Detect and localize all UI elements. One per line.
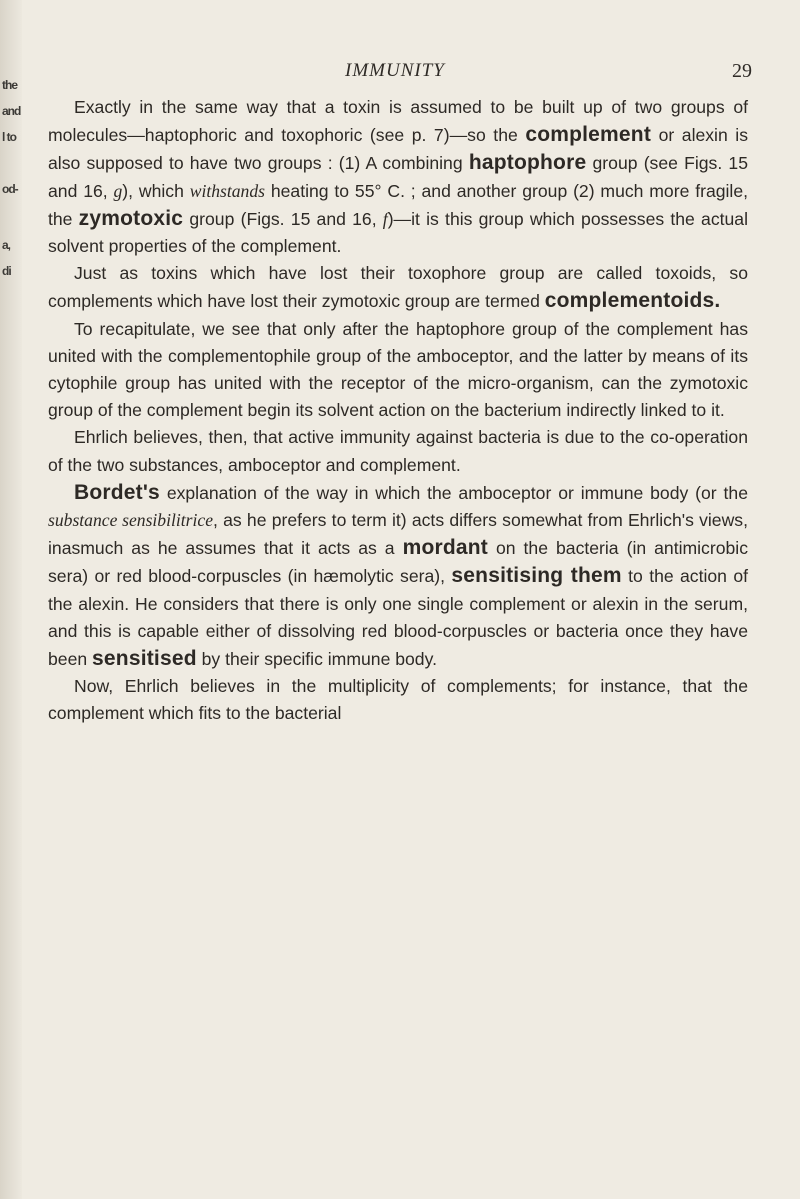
gutter-fragment: and	[2, 104, 21, 118]
text-run: heating to 55° C. ; and another group (2) much more fragile, the	[48, 180, 749, 229]
italic-text: g	[113, 180, 123, 201]
text-run: Exactly in the same way that a toxin is assumed to be built up of two groups of molecules—haptophoric and toxophoric (see p. 7)—so the	[48, 97, 748, 146]
facing-page-gutter	[0, 0, 22, 1199]
paragraph	[48, 316, 748, 425]
emphasized-term: complement	[525, 123, 652, 147]
gutter-fragment: a,	[2, 238, 11, 252]
emphasized-term: haptophore	[468, 151, 587, 175]
paragraph	[48, 424, 748, 478]
emphasized-term: mordant	[402, 536, 488, 560]
paragraph	[48, 94, 748, 260]
paragraph	[48, 260, 748, 315]
emphasized-term: sensitised	[92, 647, 197, 671]
text-run: by their specific immune body.	[196, 649, 437, 670]
text-run: or alexin is also supposed to have two groups : (1) A combining	[48, 125, 749, 174]
body-text	[48, 94, 748, 728]
text-run: )—it is this group which possesses the actual solvent properties of the complement.	[48, 208, 748, 257]
emphasized-term: complementoids.	[544, 289, 721, 313]
italic-text: withstands	[189, 180, 265, 201]
text-run: Now, Ehrlich believes in the multiplicity of complements; for instance, that the complement which fits to the bacterial	[48, 676, 748, 724]
gutter-fragment: l to	[2, 130, 16, 144]
gutter-fragment: the	[2, 78, 17, 92]
text-run: Ehrlich believes, then, that active immunity against bacteria is due to the co-operation of the two substances, amboceptor and complement.	[48, 427, 748, 475]
emphasized-term: Bordet's	[74, 480, 160, 504]
running-title: IMMUNITY	[345, 60, 445, 81]
running-head	[0, 60, 800, 90]
italic-text: f	[382, 208, 388, 229]
text-run: on the bacteria (in antimicrobic sera) or red blood-corpuscles (in hæmolytic sera),	[48, 538, 748, 587]
text-run: explanation of the way in which the amboceptor or immune body (or the	[159, 482, 748, 503]
text-run: to the action of the alexin. He considers that there is only one single complement or alexin in the serum, and this is capable either of dissolving red blood-corpuscles or bacteria once they have been	[48, 566, 749, 670]
italic-text: substance sensibilitrice	[48, 510, 214, 531]
emphasized-term: sensitising them	[451, 564, 622, 588]
paragraph	[48, 479, 748, 673]
gutter-fragment: od-	[2, 182, 18, 196]
text-run: To recapitulate, we see that only after the haptophore group of the complement has united with the complementophile group of the amboceptor, and the latter by means of its cytophile group has united with the receptor of the micro-organism, can the zymotoxic group of the complement begin its solvent action on the bacterium indirectly linked to it.	[48, 318, 748, 421]
text-run: ), which	[122, 180, 190, 201]
text-run: , as he prefers to term it) acts differs somewhat from Ehrlich's views, inasmuch as he assumes that it acts as a	[48, 510, 748, 559]
paragraph	[48, 673, 748, 727]
emphasized-term: zymotoxic	[78, 206, 184, 230]
text-run: group (Figs. 15 and 16,	[183, 208, 383, 229]
text-run: Just as toxins which have lost their toxophore group are called toxoids, so complements which have lost their zymotoxic group are termed	[48, 263, 748, 312]
text-run: group (see Figs. 15 and 16,	[48, 153, 748, 201]
gutter-fragment: di	[2, 264, 11, 278]
page-number: 29	[732, 60, 752, 82]
